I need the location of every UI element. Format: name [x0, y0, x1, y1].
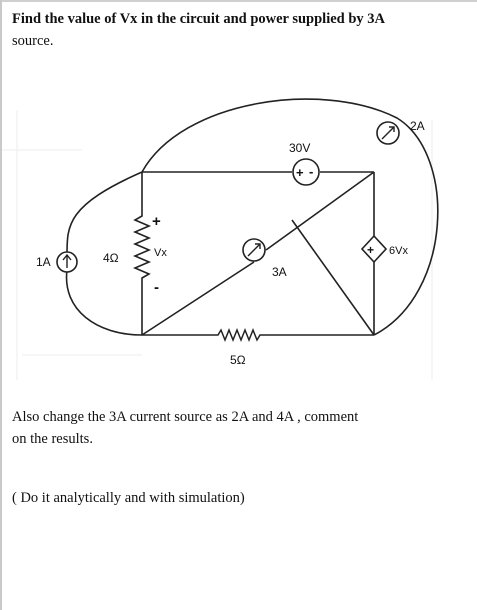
followup-line-2: on the results. — [12, 431, 93, 447]
vx-minus-sign: - — [154, 279, 159, 296]
diagonal-wire-right — [292, 220, 374, 335]
resistor-5-label: 5Ω — [230, 353, 246, 367]
diagonal-wire-upper — [266, 172, 374, 250]
outer-loop-wire-bottom — [67, 270, 142, 335]
vx-plus-sign: + — [152, 213, 161, 230]
resistor-4-label: 4Ω — [103, 251, 119, 265]
dependent-source-plus: + — [367, 243, 375, 257]
voltage-source-label: 30V — [289, 141, 311, 155]
current-source-3a-label: 3A — [272, 265, 287, 279]
circuit-diagram — [2, 96, 477, 386]
voltage-source-plus: + — [296, 165, 304, 180]
question-line-1: Find the value of Vx in the circuit and power supplied by 3A — [12, 11, 386, 27]
diagonal-wire-lower — [142, 262, 254, 335]
resistor-4-ohm — [135, 210, 149, 290]
current-source-2a-label: 2A — [410, 119, 425, 133]
voltage-source-minus: - — [309, 164, 314, 179]
followup-text — [12, 406, 472, 450]
resistor-5-ohm — [214, 330, 264, 340]
top-border — [2, 0, 477, 2]
followup-line-1: Also change the 3A current source as 2A and 4A , comment — [12, 409, 359, 425]
instruction-note: ( Do it analytically and with simulation) — [12, 490, 245, 506]
question-line-2: source. — [12, 33, 54, 49]
question-text — [12, 8, 472, 52]
dependent-source-label: 6Vx — [389, 245, 408, 257]
current-source-1a-label: 1A — [36, 255, 51, 269]
vx-label: Vx — [154, 247, 167, 259]
